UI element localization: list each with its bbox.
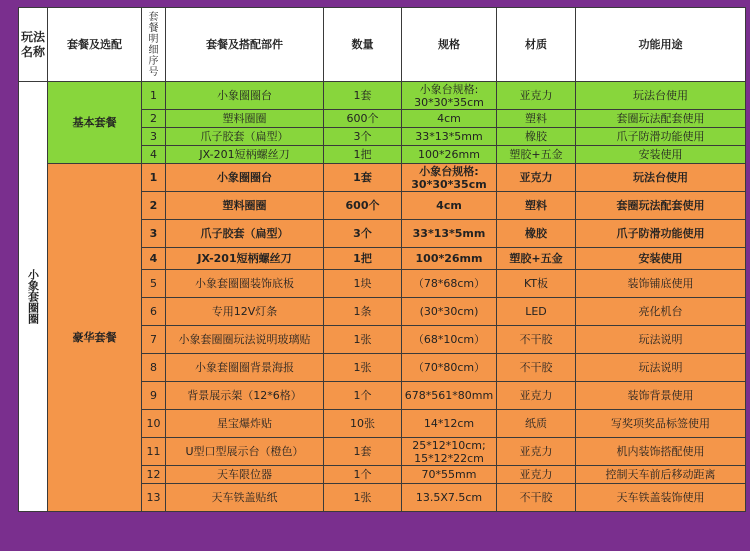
row-material: 亚克力 bbox=[497, 164, 576, 192]
row-spec: （78*68cm） bbox=[402, 270, 497, 298]
row-function: 装饰铺底使用 bbox=[576, 270, 746, 298]
row-qty: 1把 bbox=[324, 146, 402, 164]
row-spec: 678*561*80mm bbox=[402, 382, 497, 410]
row-seq: 12 bbox=[142, 466, 166, 484]
product-name: 小象套圈圈 bbox=[19, 82, 48, 512]
row-part: 背景展示架（12*6格） bbox=[166, 382, 324, 410]
row-seq: 4 bbox=[142, 248, 166, 270]
row-seq: 9 bbox=[142, 382, 166, 410]
row-part: 星宝爆炸贴 bbox=[166, 410, 324, 438]
row-qty: 1张 bbox=[324, 354, 402, 382]
row-qty: 1张 bbox=[324, 484, 402, 512]
row-spec: 小象台规格: 30*30*35cm bbox=[402, 164, 497, 192]
row-part: 天车限位器 bbox=[166, 466, 324, 484]
row-seq: 4 bbox=[142, 146, 166, 164]
row-function: 玩法说明 bbox=[576, 326, 746, 354]
basic-package-label: 基本套餐 bbox=[48, 82, 142, 164]
row-material: 塑料 bbox=[497, 192, 576, 220]
row-qty: 600个 bbox=[324, 110, 402, 128]
row-function: 套圈玩法配套使用 bbox=[576, 192, 746, 220]
row-seq: 10 bbox=[142, 410, 166, 438]
row-function: 安装使用 bbox=[576, 146, 746, 164]
row-part: 小象套圈圈背景海报 bbox=[166, 354, 324, 382]
row-spec: 25*12*10cm; 15*12*22cm bbox=[402, 438, 497, 466]
row-seq: 7 bbox=[142, 326, 166, 354]
row-function: 安装使用 bbox=[576, 248, 746, 270]
row-seq: 1 bbox=[142, 82, 166, 110]
row-function: 爪子防滑功能使用 bbox=[576, 128, 746, 146]
row-material: 纸质 bbox=[497, 410, 576, 438]
row-seq: 5 bbox=[142, 270, 166, 298]
row-function: 玩法台使用 bbox=[576, 164, 746, 192]
table-row bbox=[19, 82, 746, 110]
row-spec: 100*26mm bbox=[402, 248, 497, 270]
row-function: 天车铁盖装饰使用 bbox=[576, 484, 746, 512]
luxury-package-label: 豪华套餐 bbox=[48, 164, 142, 512]
header-name-col: 玩法名称 bbox=[19, 8, 48, 82]
row-seq: 3 bbox=[142, 220, 166, 248]
row-function: 玩法说明 bbox=[576, 354, 746, 382]
row-material: 塑料 bbox=[497, 110, 576, 128]
row-spec: 4cm bbox=[402, 110, 497, 128]
row-qty: 600个 bbox=[324, 192, 402, 220]
row-material: 塑胶+五金 bbox=[497, 248, 576, 270]
row-qty: 1把 bbox=[324, 248, 402, 270]
row-qty: 1套 bbox=[324, 82, 402, 110]
row-part: 塑料圈圈 bbox=[166, 110, 324, 128]
header-spec: 规格 bbox=[402, 8, 497, 82]
row-part: 小象套圈圈装饰底板 bbox=[166, 270, 324, 298]
row-part: JX-201短柄螺丝刀 bbox=[166, 248, 324, 270]
row-qty: 1套 bbox=[324, 438, 402, 466]
row-function: 装饰背景使用 bbox=[576, 382, 746, 410]
row-function: 写奖项奖品标签使用 bbox=[576, 410, 746, 438]
header-qty: 数量 bbox=[324, 8, 402, 82]
row-material: 不干胶 bbox=[497, 484, 576, 512]
row-part: 爪子胶套（扁型） bbox=[166, 128, 324, 146]
row-spec: 33*13*5mm bbox=[402, 128, 497, 146]
header-function: 功能用途 bbox=[576, 8, 746, 82]
header-seq: 套餐明细序号 bbox=[142, 8, 166, 82]
row-qty: 1个 bbox=[324, 382, 402, 410]
row-spec: 33*13*5mm bbox=[402, 220, 497, 248]
product-package-table bbox=[18, 7, 746, 512]
row-spec: 100*26mm bbox=[402, 146, 497, 164]
table-row bbox=[19, 164, 746, 192]
row-spec: 小象台规格: 30*30*35cm bbox=[402, 82, 497, 110]
row-function: 爪子防滑功能使用 bbox=[576, 220, 746, 248]
header-package: 套餐及选配 bbox=[48, 8, 142, 82]
row-material: 橡胶 bbox=[497, 220, 576, 248]
row-seq: 2 bbox=[142, 192, 166, 220]
header-material: 材质 bbox=[497, 8, 576, 82]
row-qty: 1张 bbox=[324, 326, 402, 354]
row-seq: 1 bbox=[142, 164, 166, 192]
row-seq: 6 bbox=[142, 298, 166, 326]
row-part: 专用12V灯条 bbox=[166, 298, 324, 326]
row-qty: 3个 bbox=[324, 220, 402, 248]
header-row bbox=[19, 8, 746, 82]
row-qty: 1套 bbox=[324, 164, 402, 192]
row-function: 套圈玩法配套使用 bbox=[576, 110, 746, 128]
row-qty: 1条 bbox=[324, 298, 402, 326]
row-material: 橡胶 bbox=[497, 128, 576, 146]
row-part: JX-201短柄螺丝刀 bbox=[166, 146, 324, 164]
row-function: 控制天车前后移动距离 bbox=[576, 466, 746, 484]
row-qty: 3个 bbox=[324, 128, 402, 146]
row-function: 玩法台使用 bbox=[576, 82, 746, 110]
row-material: 亚克力 bbox=[497, 382, 576, 410]
row-part: 小象圈圈台 bbox=[166, 164, 324, 192]
row-function: 机内装饰搭配使用 bbox=[576, 438, 746, 466]
row-material: LED bbox=[497, 298, 576, 326]
row-spec: 14*12cm bbox=[402, 410, 497, 438]
row-spec: 70*55mm bbox=[402, 466, 497, 484]
row-spec: 13.5X7.5cm bbox=[402, 484, 497, 512]
row-material: 亚克力 bbox=[497, 438, 576, 466]
row-material: 亚克力 bbox=[497, 466, 576, 484]
row-spec: （70*80cm） bbox=[402, 354, 497, 382]
row-seq: 3 bbox=[142, 128, 166, 146]
row-spec: （68*10cm） bbox=[402, 326, 497, 354]
row-material: 不干胶 bbox=[497, 354, 576, 382]
row-material: 塑胶+五金 bbox=[497, 146, 576, 164]
row-part: 小象圈圈台 bbox=[166, 82, 324, 110]
row-qty: 1个 bbox=[324, 466, 402, 484]
row-spec: 4cm bbox=[402, 192, 497, 220]
row-seq: 11 bbox=[142, 438, 166, 466]
row-material: KT板 bbox=[497, 270, 576, 298]
row-material: 不干胶 bbox=[497, 326, 576, 354]
row-part: 小象套圈圈玩法说明玻璃贴 bbox=[166, 326, 324, 354]
row-seq: 13 bbox=[142, 484, 166, 512]
row-part: 塑料圈圈 bbox=[166, 192, 324, 220]
row-qty: 10张 bbox=[324, 410, 402, 438]
row-seq: 2 bbox=[142, 110, 166, 128]
row-spec: (30*30cm) bbox=[402, 298, 497, 326]
row-part: U型口型展示台（橙色） bbox=[166, 438, 324, 466]
row-material: 亚克力 bbox=[497, 82, 576, 110]
row-part: 天车铁盖贴纸 bbox=[166, 484, 324, 512]
row-seq: 8 bbox=[142, 354, 166, 382]
row-qty: 1块 bbox=[324, 270, 402, 298]
row-function: 亮化机台 bbox=[576, 298, 746, 326]
row-part: 爪子胶套（扁型） bbox=[166, 220, 324, 248]
header-part: 套餐及搭配部件 bbox=[166, 8, 324, 82]
